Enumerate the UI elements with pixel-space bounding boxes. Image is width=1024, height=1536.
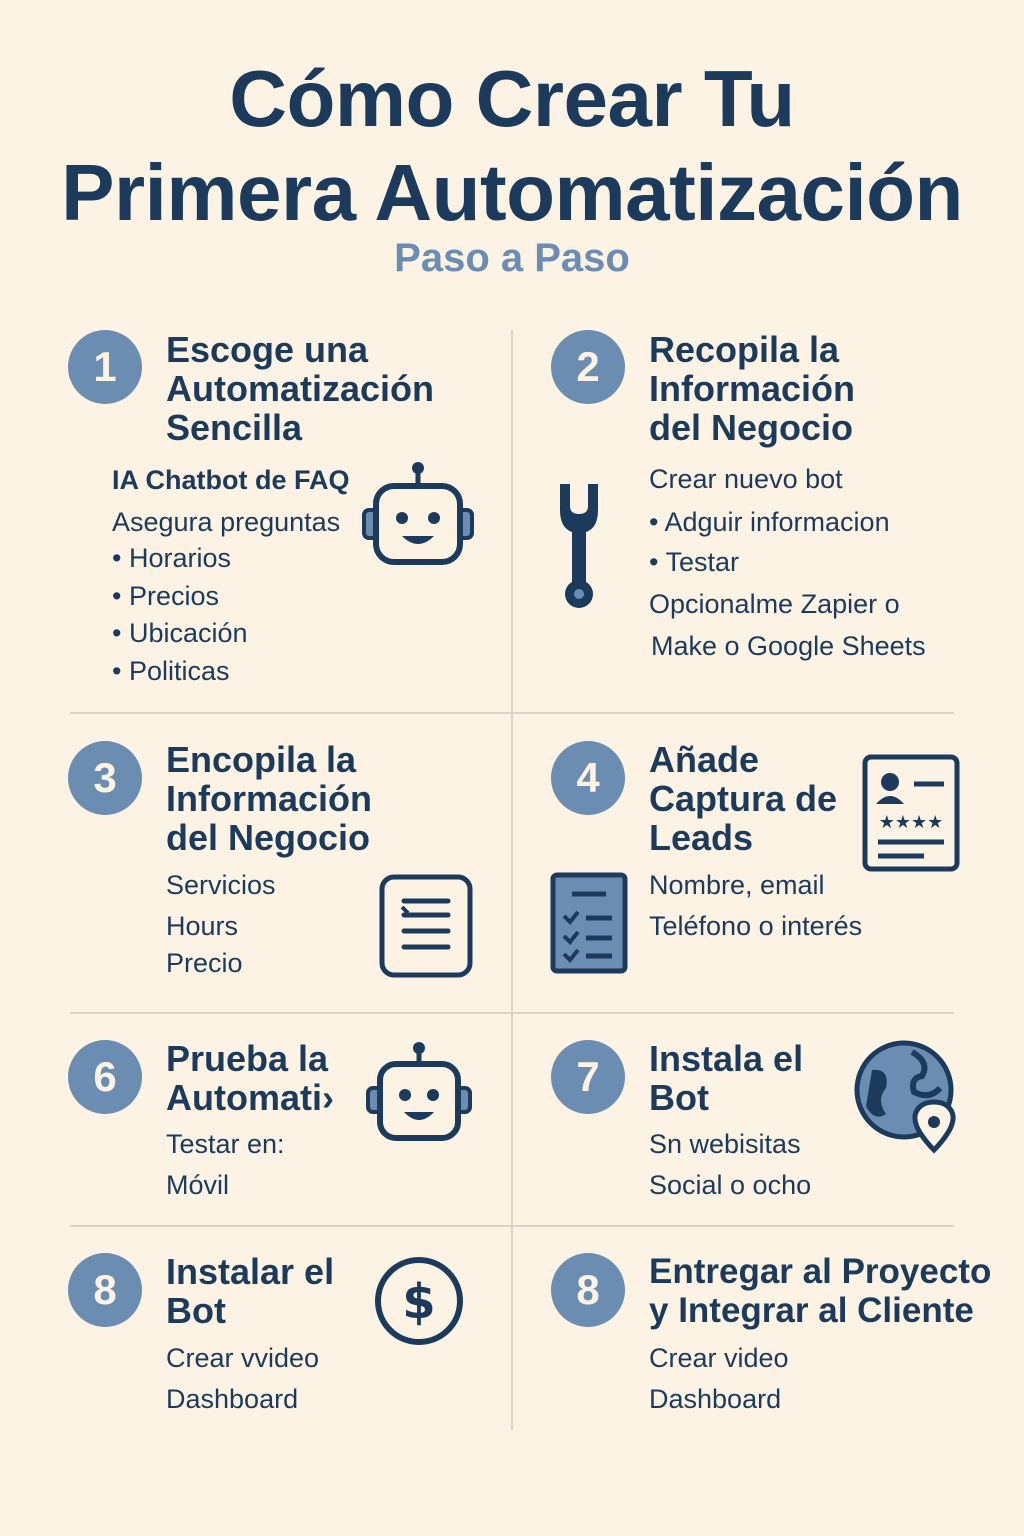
step-heading: Entregar al Proyecto y Integrar al Cliente [649,1252,992,1330]
step-line: Dashboard [649,1384,782,1414]
step-line: Make o Google Sheets [651,631,926,661]
step-line: Móvil [166,1170,230,1200]
step-line: Servicios [166,870,276,900]
step-number-badge: 8 [551,1253,625,1327]
step-intro: Asegura preguntas [112,507,341,537]
step-heading: Prueba la Automati› [166,1038,334,1118]
step-heading: Escoge una Automatización Sencilla [166,329,435,448]
document-icon [378,873,474,979]
step-number-badge: 7 [551,1040,625,1114]
svg-text:★★★★: ★★★★ [878,812,944,833]
step-line: Sn webisitas [649,1129,801,1159]
step-number-badge: 3 [68,741,142,815]
checklist-icon [550,872,628,974]
robot-icon [364,1040,474,1142]
step-line: Crear vvideo [166,1343,320,1373]
step-line: Dashboard [166,1384,299,1414]
step-line: Teléfono o interés [649,911,863,941]
step-heading: Encopila la Información del Negocio [166,739,373,858]
step-number-badge: 4 [551,741,625,815]
horizontal-divider-3 [70,1225,954,1227]
list-item: • Ubicación [112,614,248,652]
step-number-badge: 2 [551,330,625,404]
step-intro: Crear nuevo bot [649,464,843,494]
list-item: • Horarios [112,539,231,577]
step-heading: Instala el Bot [649,1038,804,1118]
step-number-badge: 1 [68,330,142,404]
title-line-2: Primera Automatización [61,148,963,237]
id-card-icon [862,754,960,872]
dollar-icon [374,1256,464,1346]
step-label: IA Chatbot de FAQ [112,465,350,495]
title-line-1: Cómo Crear Tu [229,54,795,143]
list-item: • Testar [649,543,739,581]
step-number-badge: 6 [68,1040,142,1114]
step-line: Opcionalme Zapier o [649,589,900,619]
step-line: Testar en: [166,1129,285,1159]
page-title [0,52,1024,240]
page-subtitle: Paso a Paso [394,236,630,280]
list-item: • Precios [112,577,219,615]
step-line: Nombre, email [649,870,825,900]
step-heading: Recopila la Información del Negocio [649,329,856,448]
horizontal-divider-2 [70,1012,954,1014]
wrench-icon [552,480,606,612]
step-heading: Instalar el Bot [166,1251,335,1331]
list-item: • Politicas [112,652,230,690]
step-line: Precio [166,948,243,978]
step-number-badge: 8 [68,1253,142,1327]
horizontal-divider-1 [70,712,954,714]
step-heading: Añade Captura de Leads [649,739,838,858]
svg-text:$: $ [402,1274,436,1330]
step-line: Hours [166,911,239,941]
list-item: • Adguir informacion [649,503,890,541]
step-line: Crear video [649,1343,789,1373]
vertical-divider [511,330,513,1430]
globe-location-icon [852,1040,960,1154]
robot-icon [358,458,478,570]
step-line: Social o ocho [649,1170,812,1200]
